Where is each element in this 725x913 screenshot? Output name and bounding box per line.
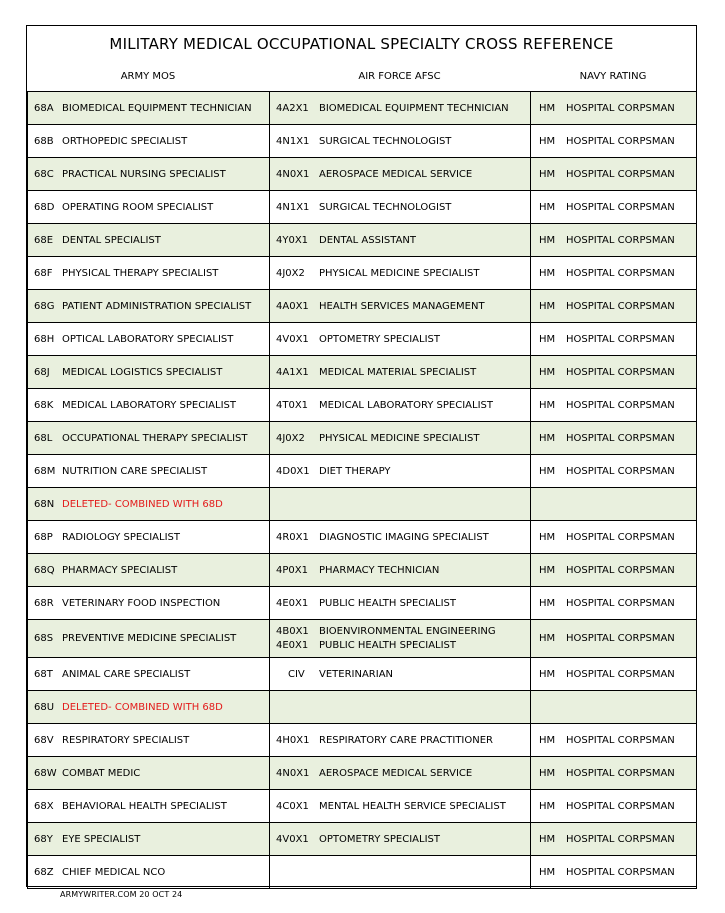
- table-row: [28, 92, 697, 125]
- army-mos-cell: [28, 92, 270, 125]
- navy-rating-title: HOSPITAL CORPSMAN: [566, 866, 675, 878]
- army-mos-title: OCCUPATIONAL THERAPY SPECIALIST: [62, 432, 248, 444]
- navy-rating-code: HM: [539, 168, 556, 180]
- navy-rating-title: HOSPITAL CORPSMAN: [566, 366, 675, 378]
- army-mos-code: 68X: [34, 800, 54, 812]
- navy-rating-title: HOSPITAL CORPSMAN: [566, 201, 675, 213]
- table-row: [28, 724, 697, 757]
- navy-rating-code: HM: [539, 432, 556, 444]
- afsc-title: BIOENVIRONMENTAL ENGINEERING: [319, 625, 496, 637]
- afsc-title: MENTAL HEALTH SERVICE SPECIALIST: [319, 800, 506, 812]
- afsc-title: BIOMEDICAL EQUIPMENT TECHNICIAN: [319, 102, 509, 114]
- air-force-afsc-cell: [270, 158, 531, 191]
- deleted-note: DELETED- COMBINED WITH 68D: [62, 701, 223, 713]
- table-row: [28, 356, 697, 389]
- footer-credit: ARMYWRITER.COM 20 OCT 24: [60, 890, 183, 899]
- afsc-title: PUBLIC HEALTH SPECIALIST: [319, 597, 457, 609]
- army-mos-cell: [28, 191, 270, 224]
- air-force-afsc-cell: [270, 724, 531, 757]
- army-mos-cell: [28, 856, 270, 889]
- navy-rating-title: HOSPITAL CORPSMAN: [566, 833, 675, 845]
- navy-rating-title: HOSPITAL CORPSMAN: [566, 531, 675, 543]
- army-mos-cell: [28, 158, 270, 191]
- navy-rating-title: HOSPITAL CORPSMAN: [566, 432, 675, 444]
- afsc-code: 4T0X1: [276, 399, 309, 411]
- army-mos-cell: [28, 691, 270, 724]
- afsc-title: OPTOMETRY SPECIALIST: [319, 833, 440, 845]
- army-mos-title: PRACTICAL NURSING SPECIALIST: [62, 168, 226, 180]
- navy-rating-cell: [531, 691, 697, 724]
- navy-rating-cell: [531, 92, 697, 125]
- navy-rating-cell: [531, 125, 697, 158]
- army-mos-code: 68P: [34, 531, 53, 543]
- navy-rating-title: HOSPITAL CORPSMAN: [566, 333, 675, 345]
- army-mos-title: MEDICAL LOGISTICS SPECIALIST: [62, 366, 223, 378]
- afsc-code: 4N1X1: [276, 201, 310, 213]
- navy-rating-cell: [531, 389, 697, 422]
- army-mos-cell: [28, 521, 270, 554]
- navy-rating-title: HOSPITAL CORPSMAN: [566, 300, 675, 312]
- navy-rating-code: HM: [539, 267, 556, 279]
- navy-rating-cell: [531, 191, 697, 224]
- air-force-afsc-cell: [270, 757, 531, 790]
- navy-rating-code: HM: [539, 800, 556, 812]
- afsc-title: DENTAL ASSISTANT: [319, 234, 417, 246]
- cross-reference-table: [27, 91, 697, 889]
- navy-rating-code: HM: [539, 734, 556, 746]
- afsc-code: 4V0X1: [276, 833, 309, 845]
- afsc-title: OPTOMETRY SPECIALIST: [319, 333, 440, 345]
- navy-rating-code: HM: [539, 531, 556, 543]
- navy-rating-title: HOSPITAL CORPSMAN: [566, 597, 675, 609]
- navy-rating-code: HM: [539, 633, 556, 644]
- table-row: [28, 587, 697, 620]
- air-force-afsc-cell: [270, 554, 531, 587]
- navy-rating-cell: [531, 823, 697, 856]
- table-row: [28, 554, 697, 587]
- afsc-title: PHYSICAL MEDICINE SPECIALIST: [319, 267, 480, 279]
- afsc-code: 4P0X1: [276, 564, 308, 576]
- army-mos-title: ORTHOPEDIC SPECIALIST: [62, 135, 188, 147]
- army-mos-code: 68F: [34, 267, 53, 279]
- army-mos-title: ANIMAL CARE SPECIALIST: [62, 668, 191, 680]
- afsc-code: 4D0X1: [276, 465, 310, 477]
- army-mos-code: 68T: [34, 668, 53, 680]
- air-force-afsc-cell: [270, 92, 531, 125]
- afsc-code: 4E0X1: [276, 639, 309, 651]
- navy-rating-title: HOSPITAL CORPSMAN: [566, 267, 675, 279]
- navy-rating-code: HM: [539, 102, 556, 114]
- air-force-afsc-cell: [270, 587, 531, 620]
- navy-rating-title: HOSPITAL CORPSMAN: [566, 734, 675, 746]
- afsc-title: SURGICAL TECHNOLOGIST: [319, 135, 452, 147]
- table-body: [28, 92, 697, 889]
- army-mos-cell: [28, 587, 270, 620]
- afsc-title: DIAGNOSTIC IMAGING SPECIALIST: [319, 531, 489, 543]
- navy-rating-cell: [531, 790, 697, 823]
- air-force-afsc-cell: [270, 356, 531, 389]
- air-force-afsc-cell: [270, 823, 531, 856]
- table-row: [28, 389, 697, 422]
- army-mos-cell: [28, 488, 270, 521]
- army-mos-code: 68W: [34, 767, 57, 779]
- navy-rating-cell: [531, 724, 697, 757]
- table-row: [28, 422, 697, 455]
- navy-rating-title: HOSPITAL CORPSMAN: [566, 234, 675, 246]
- navy-rating-title: HOSPITAL CORPSMAN: [566, 800, 675, 812]
- army-mos-code: 68R: [34, 597, 54, 609]
- header-army-mos: ARMY MOS: [120, 71, 176, 82]
- army-mos-code: 68K: [34, 399, 54, 411]
- army-mos-cell: [28, 554, 270, 587]
- army-mos-cell: [28, 323, 270, 356]
- afsc-code: 4N0X1: [276, 767, 310, 779]
- army-mos-title: OPTICAL LABORATORY SPECIALIST: [62, 333, 234, 345]
- army-mos-code: 68C: [34, 168, 54, 180]
- table-row: [28, 290, 697, 323]
- army-mos-title: PHYSICAL THERAPY SPECIALIST: [62, 267, 219, 279]
- afsc-code: 4Y0X1: [276, 234, 309, 246]
- army-mos-cell: [28, 224, 270, 257]
- army-mos-title: PHARMACY SPECIALIST: [62, 564, 178, 576]
- army-mos-cell: [28, 455, 270, 488]
- table-row: [28, 757, 697, 790]
- army-mos-cell: [28, 823, 270, 856]
- army-mos-title: RESPIRATORY SPECIALIST: [62, 734, 190, 746]
- army-mos-cell: [28, 356, 270, 389]
- army-mos-code: 68Z: [34, 866, 54, 878]
- army-mos-code: 68N: [34, 498, 55, 510]
- army-mos-cell: [28, 620, 270, 658]
- navy-rating-cell: [531, 658, 697, 691]
- army-mos-cell: [28, 389, 270, 422]
- afsc-code: 4B0X1: [276, 625, 309, 637]
- army-mos-code: 68L: [34, 432, 53, 444]
- army-mos-code: 68M: [34, 465, 56, 477]
- navy-rating-cell: [531, 290, 697, 323]
- air-force-afsc-cell: [270, 691, 531, 724]
- army-mos-cell: [28, 658, 270, 691]
- air-force-afsc-cell: [270, 620, 531, 658]
- navy-rating-title: HOSPITAL CORPSMAN: [566, 168, 675, 180]
- table-row: [28, 521, 697, 554]
- army-mos-title: PATIENT ADMINISTRATION SPECIALIST: [62, 300, 252, 312]
- army-mos-code: 68A: [34, 102, 54, 114]
- table-row: [28, 224, 697, 257]
- afsc-code: 4A0X1: [276, 300, 309, 312]
- navy-rating-title: HOSPITAL CORPSMAN: [566, 399, 675, 411]
- army-mos-code: 68H: [34, 333, 55, 345]
- army-mos-code: 68D: [34, 201, 55, 213]
- navy-rating-code: HM: [539, 866, 556, 878]
- army-mos-title: DENTAL SPECIALIST: [62, 234, 161, 246]
- afsc-code: 4J0X2: [276, 267, 305, 279]
- army-mos-title: NUTRITION CARE SPECIALIST: [62, 465, 208, 477]
- army-mos-cell: [28, 125, 270, 158]
- navy-rating-cell: [531, 488, 697, 521]
- header-air-force-afsc: AIR FORCE AFSC: [358, 71, 441, 82]
- navy-rating-cell: [531, 158, 697, 191]
- air-force-afsc-cell: [270, 191, 531, 224]
- navy-rating-cell: [531, 856, 697, 889]
- air-force-afsc-cell: [270, 455, 531, 488]
- army-mos-code: 68B: [34, 135, 54, 147]
- navy-rating-code: HM: [539, 234, 556, 246]
- army-mos-code: 68S: [34, 633, 54, 644]
- air-force-afsc-cell: [270, 856, 531, 889]
- army-mos-cell: [28, 422, 270, 455]
- afsc-title: DIET THERAPY: [319, 465, 391, 477]
- table-row: [28, 158, 697, 191]
- navy-rating-cell: [531, 587, 697, 620]
- navy-rating-title: HOSPITAL CORPSMAN: [566, 135, 675, 147]
- navy-rating-code: HM: [539, 300, 556, 312]
- table-row: [28, 455, 697, 488]
- army-mos-title: RADIOLOGY SPECIALIST: [62, 531, 180, 543]
- afsc-title: PHYSICAL MEDICINE SPECIALIST: [319, 432, 480, 444]
- navy-rating-cell: [531, 554, 697, 587]
- table-row: [28, 790, 697, 823]
- table-row: [28, 323, 697, 356]
- navy-rating-code: HM: [539, 135, 556, 147]
- army-mos-code: 68G: [34, 300, 55, 312]
- navy-rating-cell: [531, 224, 697, 257]
- table-row: [28, 691, 697, 724]
- air-force-afsc-cell: [270, 658, 531, 691]
- air-force-afsc-cell: [270, 290, 531, 323]
- table-row: [28, 488, 697, 521]
- navy-rating-code: HM: [539, 399, 556, 411]
- air-force-afsc-cell: [270, 521, 531, 554]
- table-row: [28, 620, 697, 658]
- army-mos-code: 68V: [34, 734, 54, 746]
- army-mos-code: 68U: [34, 701, 55, 713]
- afsc-title: SURGICAL TECHNOLOGIST: [319, 201, 452, 213]
- air-force-afsc-cell: [270, 422, 531, 455]
- navy-rating-code: HM: [539, 597, 556, 609]
- afsc-code: 4V0X1: [276, 333, 309, 345]
- navy-rating-title: HOSPITAL CORPSMAN: [566, 465, 675, 477]
- army-mos-title: OPERATING ROOM SPECIALIST: [62, 201, 214, 213]
- navy-rating-code: HM: [539, 465, 556, 477]
- navy-rating-cell: [531, 455, 697, 488]
- army-mos-code: 68Q: [34, 564, 55, 576]
- afsc-code: CIV: [288, 668, 305, 680]
- air-force-afsc-cell: [270, 488, 531, 521]
- afsc-title: RESPIRATORY CARE PRACTITIONER: [319, 734, 493, 746]
- afsc-code: 4J0X2: [276, 432, 305, 444]
- afsc-title: VETERINARIAN: [319, 668, 394, 680]
- air-force-afsc-cell: [270, 790, 531, 823]
- cross-reference-sheet: [26, 25, 697, 887]
- navy-rating-cell: [531, 323, 697, 356]
- table-row: [28, 125, 697, 158]
- deleted-note: DELETED- COMBINED WITH 68D: [62, 498, 223, 510]
- army-mos-title: MEDICAL LABORATORY SPECIALIST: [62, 399, 236, 411]
- afsc-title: HEALTH SERVICES MANAGEMENT: [319, 300, 485, 312]
- army-mos-cell: [28, 790, 270, 823]
- afsc-code: 4A2X1: [276, 102, 309, 114]
- air-force-afsc-cell: [270, 224, 531, 257]
- afsc-code: 4N1X1: [276, 135, 310, 147]
- afsc-code: 4H0X1: [276, 734, 310, 746]
- afsc-code: 4A1X1: [276, 366, 309, 378]
- header-navy-rating: NAVY RATING: [579, 71, 647, 82]
- army-mos-code: 68E: [34, 234, 54, 246]
- afsc-code: 4R0X1: [276, 531, 309, 543]
- afsc-title: AEROSPACE MEDICAL SERVICE: [319, 767, 473, 779]
- afsc-title: PUBLIC HEALTH SPECIALIST: [319, 639, 457, 651]
- navy-rating-code: HM: [539, 366, 556, 378]
- army-mos-title: EYE SPECIALIST: [62, 833, 141, 845]
- army-mos-code: 68Y: [34, 833, 53, 845]
- navy-rating-code: HM: [539, 333, 556, 345]
- table-row: [28, 823, 697, 856]
- column-headers: [27, 63, 696, 91]
- army-mos-cell: [28, 724, 270, 757]
- afsc-code: 4N0X1: [276, 168, 310, 180]
- navy-rating-cell: [531, 620, 697, 658]
- navy-rating-cell: [531, 257, 697, 290]
- army-mos-title: BEHAVIORAL HEALTH SPECIALIST: [62, 800, 227, 812]
- army-mos-title: BIOMEDICAL EQUIPMENT TECHNICIAN: [62, 102, 252, 114]
- air-force-afsc-cell: [270, 323, 531, 356]
- navy-rating-code: HM: [539, 833, 556, 845]
- table-row: [28, 257, 697, 290]
- navy-rating-title: HOSPITAL CORPSMAN: [566, 668, 675, 680]
- navy-rating-title: HOSPITAL CORPSMAN: [566, 102, 675, 114]
- army-mos-title: COMBAT MEDIC: [62, 767, 141, 779]
- navy-rating-title: HOSPITAL CORPSMAN: [566, 767, 675, 779]
- army-mos-title: PREVENTIVE MEDICINE SPECIALIST: [62, 633, 237, 644]
- navy-rating-code: HM: [539, 564, 556, 576]
- air-force-afsc-cell: [270, 257, 531, 290]
- army-mos-code: 68J: [34, 366, 50, 378]
- army-mos-cell: [28, 290, 270, 323]
- navy-rating-cell: [531, 757, 697, 790]
- afsc-code: 4C0X1: [276, 800, 309, 812]
- army-mos-title: CHIEF MEDICAL NCO: [62, 866, 166, 878]
- navy-rating-title: HOSPITAL CORPSMAN: [566, 633, 675, 644]
- navy-rating-cell: [531, 422, 697, 455]
- army-mos-cell: [28, 257, 270, 290]
- navy-rating-code: HM: [539, 201, 556, 213]
- afsc-code: 4E0X1: [276, 597, 309, 609]
- navy-rating-code: HM: [539, 668, 556, 680]
- army-mos-title: VETERINARY FOOD INSPECTION: [62, 597, 221, 609]
- page-title: MILITARY MEDICAL OCCUPATIONAL SPECIALTY CROSS REFERENCE: [109, 35, 614, 53]
- navy-rating-code: HM: [539, 767, 556, 779]
- table-row: [28, 658, 697, 691]
- air-force-afsc-cell: [270, 125, 531, 158]
- army-mos-cell: [28, 757, 270, 790]
- afsc-title: PHARMACY TECHNICIAN: [319, 564, 440, 576]
- navy-rating-cell: [531, 521, 697, 554]
- table-row: [28, 856, 697, 889]
- afsc-title: AEROSPACE MEDICAL SERVICE: [319, 168, 473, 180]
- navy-rating-title: HOSPITAL CORPSMAN: [566, 564, 675, 576]
- navy-rating-cell: [531, 356, 697, 389]
- table-row: [28, 191, 697, 224]
- air-force-afsc-cell: [270, 389, 531, 422]
- afsc-title: MEDICAL LABORATORY SPECIALIST: [319, 399, 493, 411]
- afsc-title: MEDICAL MATERIAL SPECIALIST: [319, 366, 477, 378]
